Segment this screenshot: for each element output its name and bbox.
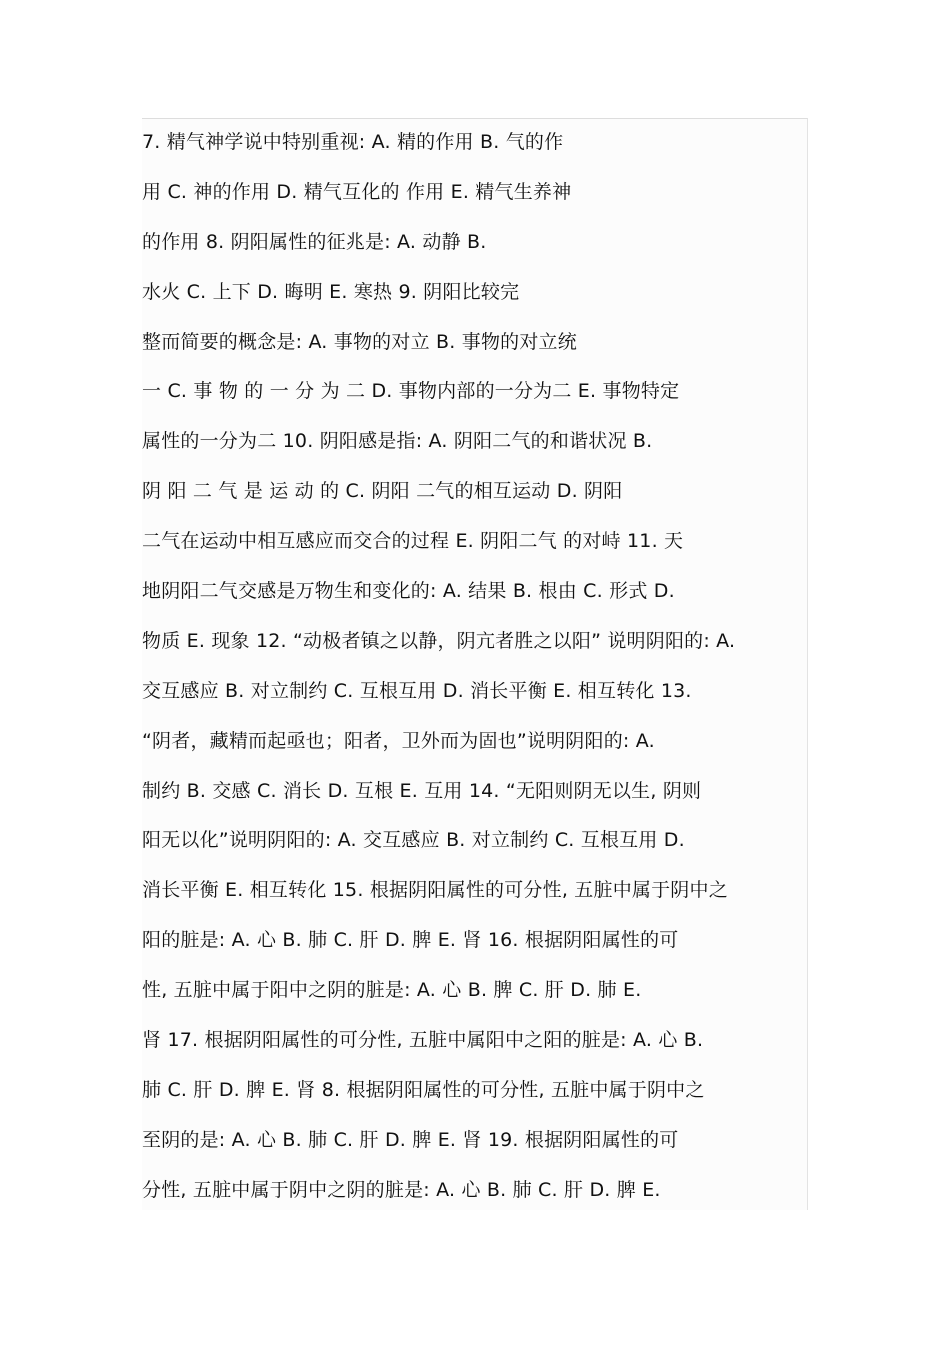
text-line: 交互感应 B. 对立制约 C. 互根互用 D. 消长平衡 E. 相互转化 13. xyxy=(142,679,692,702)
document-text-block xyxy=(142,127,808,1210)
text-line: 至阴的是: A. 心 B. 肺 C. 肝 D. 脾 E. 肾 19. 根据阴阳属性的可 xyxy=(142,1128,679,1151)
text-line: 用 C. 神的作用 D. 精气互化的 作用 E. 精气生养神 xyxy=(142,180,572,203)
text-line: 阴 阳 二 气 是 运 动 的 C. 阴阳 二气的相互运动 D. 阴阳 xyxy=(142,480,623,503)
text-line: 地阴阳二气交感是万物生和变化的: A. 结果 B. 根由 C. 形式 D. xyxy=(142,580,675,603)
text-line: 肾 17. 根据阴阳属性的可分性, 五脏中属阳中之阳的脏是: A. 心 B. xyxy=(142,1029,704,1052)
text-line: 消长平衡 E. 相互转化 15. 根据阴阳属性的可分性, 五脏中属于阴中之 xyxy=(142,879,728,902)
text-line: 阳的脏是: A. 心 B. 肺 C. 肝 D. 脾 E. 肾 16. 根据阴阳属性的可 xyxy=(142,929,679,952)
text-line: 的作用 8. 阴阳属性的征兆是: A. 动静 B. xyxy=(142,230,487,253)
text-line: 阳无以化”说明阴阳的: A. 交互感应 B. 对立制约 C. 互根互用 D. xyxy=(142,829,685,852)
text-line: “阴者，藏精而起亟也；阳者，卫外而为固也”说明阴阳的: A. xyxy=(142,729,655,752)
text-line: 二气在运动中相互感应而交合的过程 E. 阴阳二气 的对峙 11. 天 xyxy=(142,530,684,553)
text-line: 性, 五脏中属于阳中之阴的脏是: A. 心 B. 脾 C. 肝 D. 肺 E. xyxy=(142,979,642,1002)
text-line: 一 C. 事 物 的 一 分 为 二 D. 事物内部的一分为二 E. 事物特定 xyxy=(142,380,680,403)
text-line: 肺 C. 肝 D. 脾 E. 肾 8. 根据阴阳属性的可分性, 五脏中属于阴中之 xyxy=(142,1078,705,1101)
text-line: 物质 E. 现象 12. “动极者镇之以静，阴亢者胜之以阳” 说明阴阳的: A. xyxy=(142,629,736,652)
text-line: 制约 B. 交感 C. 消长 D. 互根 E. 互用 14. “无阳则阴无以生, 阴则 xyxy=(142,779,702,802)
text-line: 整而简要的概念是: A. 事物的对立 B. 事物的对立统 xyxy=(142,330,577,353)
text-line: 7. 精气神学说中特别重视: A. 精的作用 B. 气的作 xyxy=(142,131,564,153)
document-page xyxy=(142,118,808,1210)
text-line: 分性, 五脏中属于阴中之阴的脏是: A. 心 B. 肺 C. 肝 D. 脾 E. xyxy=(142,1178,661,1201)
text-line: 水火 C. 上下 D. 晦明 E. 寒热 9. 阴阳比较完 xyxy=(142,280,520,303)
text-line: 属性的一分为二 10. 阴阳感是指: A. 阴阳二气的和谐状况 B. xyxy=(142,430,653,453)
